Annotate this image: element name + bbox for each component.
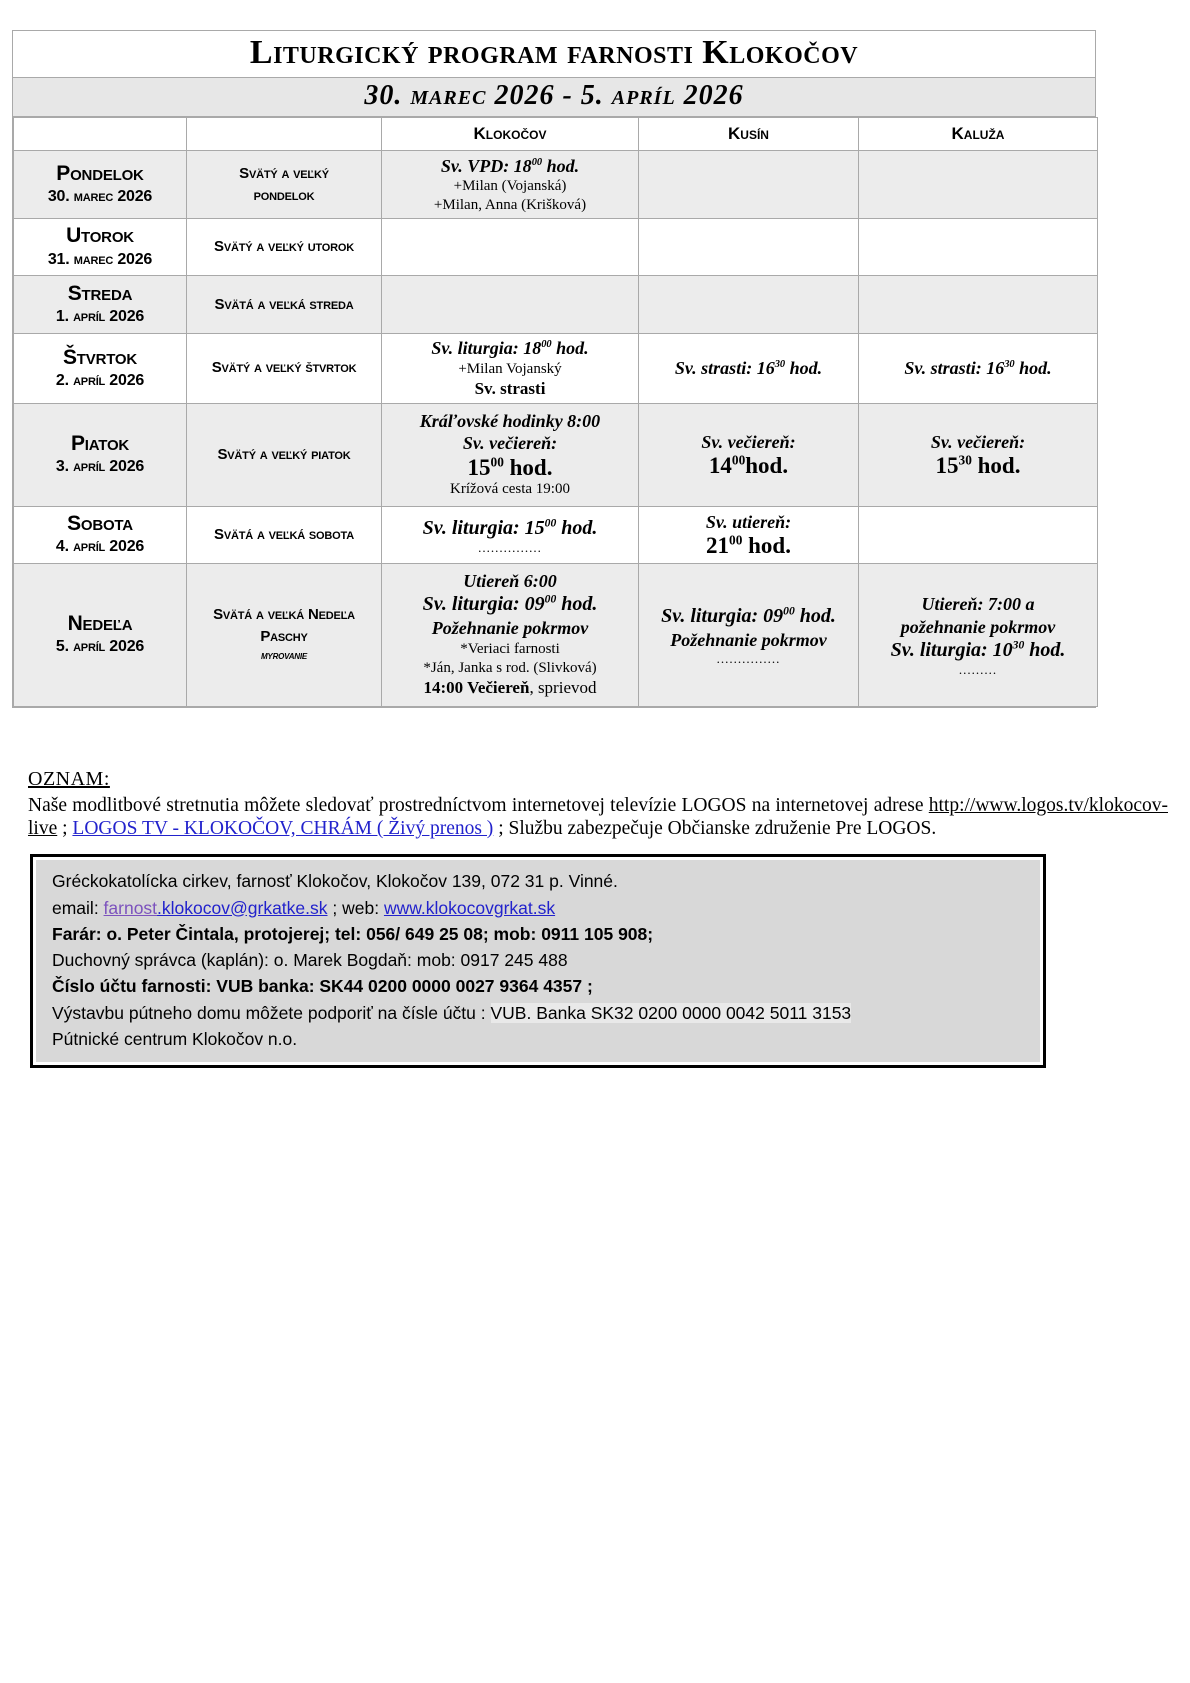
schedule-line: *Ján, Janka s rod. (Slivková) xyxy=(423,659,597,676)
schedule-line: Sv. večiereň: xyxy=(701,431,796,452)
schedule-line: Sv. VPD: $18^{00}$ hod. xyxy=(440,155,580,176)
schedule-line: ............... xyxy=(478,539,542,555)
day-cell xyxy=(14,219,187,276)
logos-live-url-link[interactable]: http://www.logos.tv/klokocov-live xyxy=(28,794,1168,839)
info-line xyxy=(52,1000,1024,1026)
info-line xyxy=(52,1026,1024,1052)
schedule-line: Utiereň 6:00 xyxy=(463,570,557,591)
text-segment: ; xyxy=(57,817,73,839)
feast-column-header xyxy=(187,118,382,151)
info-line xyxy=(52,895,1024,921)
info-line xyxy=(52,921,1024,947)
schedule-line: $14^{00}hod$. xyxy=(708,452,789,479)
kaluza-cell xyxy=(859,219,1098,276)
day-cell xyxy=(14,276,187,334)
day-date: 31. marec 2026 xyxy=(47,250,153,268)
feast-cell xyxy=(187,563,382,706)
schedule-line: +Milan Vojanský xyxy=(458,360,562,377)
schedule-line: ............... xyxy=(716,650,781,666)
feast-cell xyxy=(187,151,382,219)
schedule-line-segment: 14:00 Večiereň xyxy=(423,678,530,698)
schedule-line xyxy=(386,677,634,699)
day-name: Sobota xyxy=(67,511,133,535)
schedule-row xyxy=(14,563,1098,706)
schedule-line: Požehnanie pokrmov xyxy=(670,630,827,651)
kusin-cell xyxy=(639,151,859,219)
text-segment: Výstavbu pútneho domu môžete podporiť na čísle účtu : xyxy=(52,1002,491,1023)
text-segment: Gréckokatolícka cirkev, farnosť Klokočov, Klokočov 139, 072 31 p. Vinné. xyxy=(52,871,618,892)
document-title: Liturgický program farnosti Klokočov xyxy=(13,31,1095,78)
parish-web-link[interactable]: www.klokocovgrkat.sk xyxy=(383,897,556,918)
text-segment: Číslo účtu farnosti: VUB banka: SK44 0200 0000 0027 9364 4357 ; xyxy=(52,976,593,997)
column-header-kusin: Kusín xyxy=(639,118,859,151)
schedule-line: +Milan (Vojanská) xyxy=(453,178,567,194)
text-segment: ; web: xyxy=(327,897,384,918)
parish-info-content xyxy=(36,860,1040,1062)
kusin-cell xyxy=(639,276,859,334)
kusin-cell xyxy=(639,219,859,276)
text-segment: VUB. Banka SK32 0200 0000 0042 5011 3153 xyxy=(490,1002,852,1023)
day-name: Utorok xyxy=(66,224,134,248)
day-date: 30. marec 2026 xyxy=(47,188,153,206)
schedule-line: $21^{00}$ hod. xyxy=(706,532,791,559)
feast-name: Svätý a veľký štvrtok xyxy=(211,359,357,377)
day-name: Piatok xyxy=(70,431,130,455)
schedule-line: Sv. večiereň: xyxy=(930,431,1026,452)
feast-name: pondelok xyxy=(253,186,315,204)
info-line xyxy=(52,973,1024,999)
schedule-row xyxy=(14,151,1098,219)
email-link-domain[interactable]: .klokocov@grkatke.sk xyxy=(157,897,328,918)
klokocov-cell xyxy=(382,219,639,276)
day-date: 5. apríl 2026 xyxy=(55,638,145,656)
day-date: 3. apríl 2026 xyxy=(55,458,145,476)
schedule-line: Kráľovské hodinky 8:00 xyxy=(419,410,601,431)
feast-name: Svätý a veľký xyxy=(239,164,329,182)
text-segment: Naše modlitbové stretnutia môžete sledovať prostredníctvom internetovej televízie LOGOS na internetovej adrese xyxy=(28,794,929,816)
schedule-line: Sv. liturgia: $10^{30}$ hod. xyxy=(890,638,1066,661)
kaluza-cell xyxy=(859,563,1098,706)
text-segment: email: xyxy=(52,897,104,918)
schedule-line: Sv. večiereň: xyxy=(462,433,558,454)
schedule-table-body xyxy=(14,151,1098,707)
schedule-line: Sv. liturgia: $18^{00}$ hod. xyxy=(431,338,589,358)
text-segment: Pútnické centrum Klokočov n.o. xyxy=(52,1028,298,1049)
date-range-subtitle: 30. marec 2026 - 5. apríl 2026 xyxy=(13,78,1095,117)
schedule-row xyxy=(14,506,1098,563)
feast-name: Svätá a veľká Nedeľa xyxy=(213,605,355,623)
schedule-row xyxy=(14,276,1098,334)
day-date: 1. apríl 2026 xyxy=(55,308,145,326)
klokocov-cell xyxy=(382,151,639,219)
schedule-row xyxy=(14,334,1098,404)
schedule-line: Sv. strasti: $16^{30}$ hod. xyxy=(904,358,1052,378)
klokocov-cell xyxy=(382,563,639,706)
parish-info-box xyxy=(30,854,1046,1068)
feast-name: Svätá a veľká sobota xyxy=(214,525,354,543)
day-date: 2. apríl 2026 xyxy=(55,371,145,389)
day-date: 4. apríl 2026 xyxy=(55,538,145,556)
text-segment: Farár: o. Peter Čintala, protojerej; tel: 056/ 649 25 08; mob: 0911 105 908; xyxy=(52,923,654,944)
schedule-line: Sv. strasti: $16^{30}$ hod. xyxy=(674,358,823,378)
kusin-cell xyxy=(639,506,859,563)
logos-tv-stream-link[interactable]: LOGOS TV - KLOKOČOV, CHRÁM ( Živý prenos ) xyxy=(72,817,494,839)
day-cell xyxy=(14,563,187,706)
feast-cell xyxy=(187,334,382,404)
feast-cell xyxy=(187,506,382,563)
klokocov-cell xyxy=(382,276,639,334)
day-cell xyxy=(14,151,187,219)
schedule-line: požehnanie pokrmov xyxy=(900,616,1056,637)
announcement-heading: OZNAM: xyxy=(28,767,110,790)
liturgical-program-sheet xyxy=(12,30,1096,708)
kusin-cell xyxy=(639,334,859,404)
kaluza-cell xyxy=(859,334,1098,404)
schedule-line: ......... xyxy=(958,662,998,677)
klokocov-cell xyxy=(382,334,639,404)
schedule-row xyxy=(14,219,1098,276)
feast-cell xyxy=(187,276,382,334)
schedule-line: $15^{00}$ hod. xyxy=(467,454,553,480)
day-cell xyxy=(14,403,187,506)
schedule-line: +Milan, Anna (Krišková) xyxy=(433,196,587,213)
feast-cell xyxy=(187,219,382,276)
column-header-klokocov: Klokočov xyxy=(382,118,639,151)
day-name: Pondelok xyxy=(56,161,144,185)
kusin-cell xyxy=(639,563,859,706)
email-link-farnost[interactable]: farnost xyxy=(103,897,158,918)
day-column-header xyxy=(14,118,187,151)
schedule-line: *Veriaci farnosti xyxy=(460,640,560,657)
feast-name: myrovanie xyxy=(260,650,308,663)
text-segment: Duchovný správca (kaplán): o. Marek Bogdaň: mob: 0917 245 488 xyxy=(52,950,568,971)
day-cell xyxy=(14,334,187,404)
schedule-table xyxy=(13,117,1098,707)
kusin-cell xyxy=(639,403,859,506)
feast-cell xyxy=(187,403,382,506)
schedule-row xyxy=(14,403,1098,506)
klokocov-cell xyxy=(382,506,639,563)
schedule-line: Sv. utiereň: xyxy=(705,511,792,532)
schedule-line: Sv. liturgia: $09^{00}$ hod. xyxy=(661,604,836,628)
schedule-line: Sv. liturgia: $09^{00}$ hod. xyxy=(422,592,598,616)
feast-name: Svätý a veľký piatok xyxy=(217,445,351,463)
info-line xyxy=(52,868,1024,894)
kaluza-cell xyxy=(859,403,1098,506)
schedule-line: Požehnanie pokrmov xyxy=(431,618,589,639)
announcement-text xyxy=(28,794,1168,841)
day-name: Štvrtok xyxy=(63,345,137,369)
column-header-kaluza: Kaluža xyxy=(859,118,1098,151)
feast-name: Svätá a veľká streda xyxy=(214,295,354,313)
announcement-section xyxy=(28,768,1168,841)
schedule-line: Sv. strasti xyxy=(474,379,546,399)
feast-name: Svätý a veľký utorok xyxy=(214,238,354,256)
schedule-line: Sv. liturgia: $15^{00}$ hod. xyxy=(422,515,598,539)
schedule-line: Utiereň: 7:00 a xyxy=(921,594,1035,614)
kaluza-cell xyxy=(859,506,1098,563)
column-header-row xyxy=(14,118,1098,151)
info-line xyxy=(52,947,1024,973)
day-cell xyxy=(14,506,187,563)
schedule-line: Krížová cesta 19:00 xyxy=(450,481,570,498)
feast-name: Paschy xyxy=(260,627,308,645)
day-name: Streda xyxy=(67,281,133,305)
text-segment: ; Službu zabezpečuje Občianske združenie Pre LOGOS. xyxy=(493,817,937,839)
kaluza-cell xyxy=(859,151,1098,219)
schedule-line-segment: , sprievod xyxy=(529,678,597,698)
schedule-line: $15^{30}$ hod. xyxy=(935,452,1021,479)
klokocov-cell xyxy=(382,403,639,506)
day-name: Nedeľa xyxy=(67,611,133,635)
kaluza-cell xyxy=(859,276,1098,334)
